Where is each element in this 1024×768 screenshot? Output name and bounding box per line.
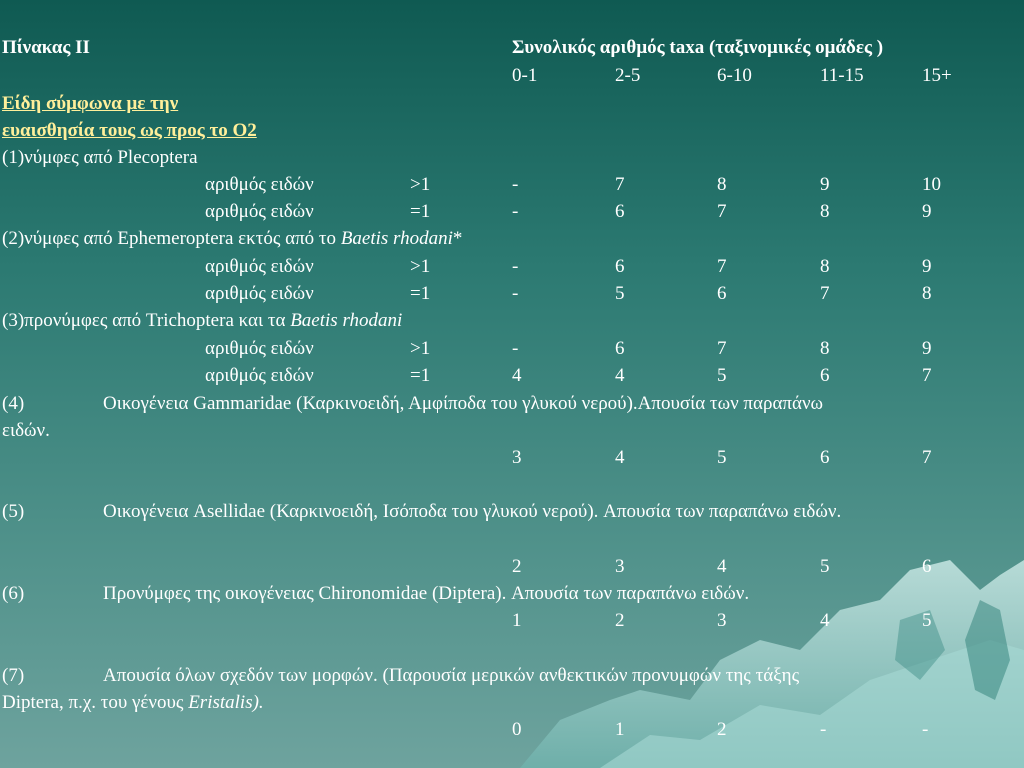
cell: - bbox=[512, 174, 519, 195]
cell: 9 bbox=[820, 174, 830, 195]
cell: 7 bbox=[615, 174, 625, 195]
cell: 8 bbox=[820, 256, 830, 277]
row-condition: >1 bbox=[410, 256, 431, 277]
cell: 5 bbox=[922, 610, 932, 631]
column-header: 11-15 bbox=[820, 65, 864, 86]
cell: 1 bbox=[615, 719, 625, 740]
row-label: αριθμός ειδών bbox=[205, 283, 314, 304]
species-name: Baetis rhodani bbox=[290, 310, 403, 331]
cell: 4 bbox=[717, 556, 727, 577]
cell: 10 bbox=[922, 174, 941, 195]
cell: 2 bbox=[717, 719, 727, 740]
item-text: Οικογένεια Gammaridae (Καρκινοειδή, Αμφίποδα του γλυκού νερού).Απουσία των παραπάνω bbox=[103, 393, 824, 414]
cell: 8 bbox=[922, 283, 932, 304]
cell: 5 bbox=[820, 556, 830, 577]
item-text: Προνύμφες της οικογένειας Chironomidae (Diptera). Απουσία των παραπάνω ειδών. bbox=[103, 583, 750, 604]
row-condition: >1 bbox=[410, 338, 431, 359]
cell: 6 bbox=[717, 283, 727, 304]
item-text: Οικογένεια Asellidae (Καρκινοειδή, Ισόποδα του γλυκού νερού). Απουσία των παραπάνω ειδών. bbox=[103, 501, 842, 522]
cell: 6 bbox=[615, 256, 625, 277]
cell: 3 bbox=[717, 610, 727, 631]
cell: 7 bbox=[922, 447, 932, 468]
column-header: 2-5 bbox=[615, 65, 641, 86]
item-number: (7) bbox=[2, 665, 25, 686]
cell: - bbox=[512, 338, 519, 359]
cell: 9 bbox=[922, 201, 932, 222]
group-title-text: (2)νύμφες από Ephemeroptera εκτός από το bbox=[2, 228, 341, 249]
cell: 6 bbox=[922, 556, 932, 577]
cell: - bbox=[922, 719, 929, 740]
cell: 4 bbox=[512, 365, 522, 386]
cell: 4 bbox=[615, 447, 625, 468]
cell: 0 bbox=[512, 719, 522, 740]
item-text-plain: Diptera, π.χ. του γένους bbox=[2, 692, 189, 713]
column-header: 15+ bbox=[922, 65, 952, 86]
cell: - bbox=[512, 201, 519, 222]
cell: 5 bbox=[717, 365, 727, 386]
species-name: Baetis rhodani bbox=[340, 228, 453, 249]
asterisk: * bbox=[452, 228, 463, 249]
cell: 2 bbox=[615, 610, 625, 631]
cell: 7 bbox=[717, 201, 727, 222]
item-number: (6) bbox=[2, 583, 25, 604]
cell: 4 bbox=[820, 610, 830, 631]
cell: 6 bbox=[615, 338, 625, 359]
cell: 2 bbox=[512, 556, 522, 577]
item-text: Απουσία όλων σχεδόν των μορφών. (Παρουσία μερικών ανθεκτικών προνυμφών της τάξης bbox=[103, 665, 800, 686]
total-taxa-header: Συνολικός αριθμός taxa (ταξινομικές ομάδες ) bbox=[512, 37, 884, 58]
cell: - bbox=[512, 256, 519, 277]
row-condition: =1 bbox=[410, 283, 431, 304]
genus-name: Eristalis). bbox=[188, 692, 264, 713]
cell: 4 bbox=[615, 365, 625, 386]
cell: 3 bbox=[512, 447, 522, 468]
group-title: (1)νύμφες από Plecoptera bbox=[2, 147, 198, 168]
cell: 7 bbox=[717, 338, 727, 359]
item-number: (5) bbox=[2, 501, 25, 522]
cell: 3 bbox=[615, 556, 625, 577]
row-condition: =1 bbox=[410, 201, 431, 222]
row-label: αριθμός ειδών bbox=[205, 338, 314, 359]
group-title bbox=[2, 228, 462, 250]
item-text-continued: ειδών. bbox=[2, 420, 50, 441]
cell: 6 bbox=[615, 201, 625, 222]
item-text-continued bbox=[2, 692, 264, 714]
row-label: αριθμός ειδών bbox=[205, 365, 314, 386]
cell: 1 bbox=[512, 610, 522, 631]
group-title bbox=[2, 310, 402, 332]
section-heading-line2: ευαισθησία τους ως προς το Ο2 bbox=[2, 120, 257, 141]
cell: 8 bbox=[820, 201, 830, 222]
row-label: αριθμός ειδών bbox=[205, 256, 314, 277]
cell: 5 bbox=[615, 283, 625, 304]
cell: 7 bbox=[922, 365, 932, 386]
row-condition: =1 bbox=[410, 365, 431, 386]
column-header: 6-10 bbox=[717, 65, 752, 86]
column-header: 0-1 bbox=[512, 65, 538, 86]
cell: 6 bbox=[820, 447, 830, 468]
cell: 5 bbox=[717, 447, 727, 468]
row-label: αριθμός ειδών bbox=[205, 174, 314, 195]
section-heading-line1: Είδη σύμφωνα με την bbox=[2, 93, 179, 114]
cell: 7 bbox=[717, 256, 727, 277]
cell: 8 bbox=[820, 338, 830, 359]
cell: 9 bbox=[922, 338, 932, 359]
row-condition: >1 bbox=[410, 174, 431, 195]
group-title-text: (3)προνύμφες από Trichoptera και τα bbox=[2, 310, 291, 331]
cell: 7 bbox=[820, 283, 830, 304]
cell: 9 bbox=[922, 256, 932, 277]
cell: - bbox=[512, 283, 519, 304]
item-number: (4) bbox=[2, 393, 25, 414]
cell: - bbox=[820, 719, 827, 740]
table-title: Πίνακας ΙΙ bbox=[2, 37, 90, 58]
cell: 8 bbox=[717, 174, 727, 195]
row-label: αριθμός ειδών bbox=[205, 201, 314, 222]
cell: 6 bbox=[820, 365, 830, 386]
